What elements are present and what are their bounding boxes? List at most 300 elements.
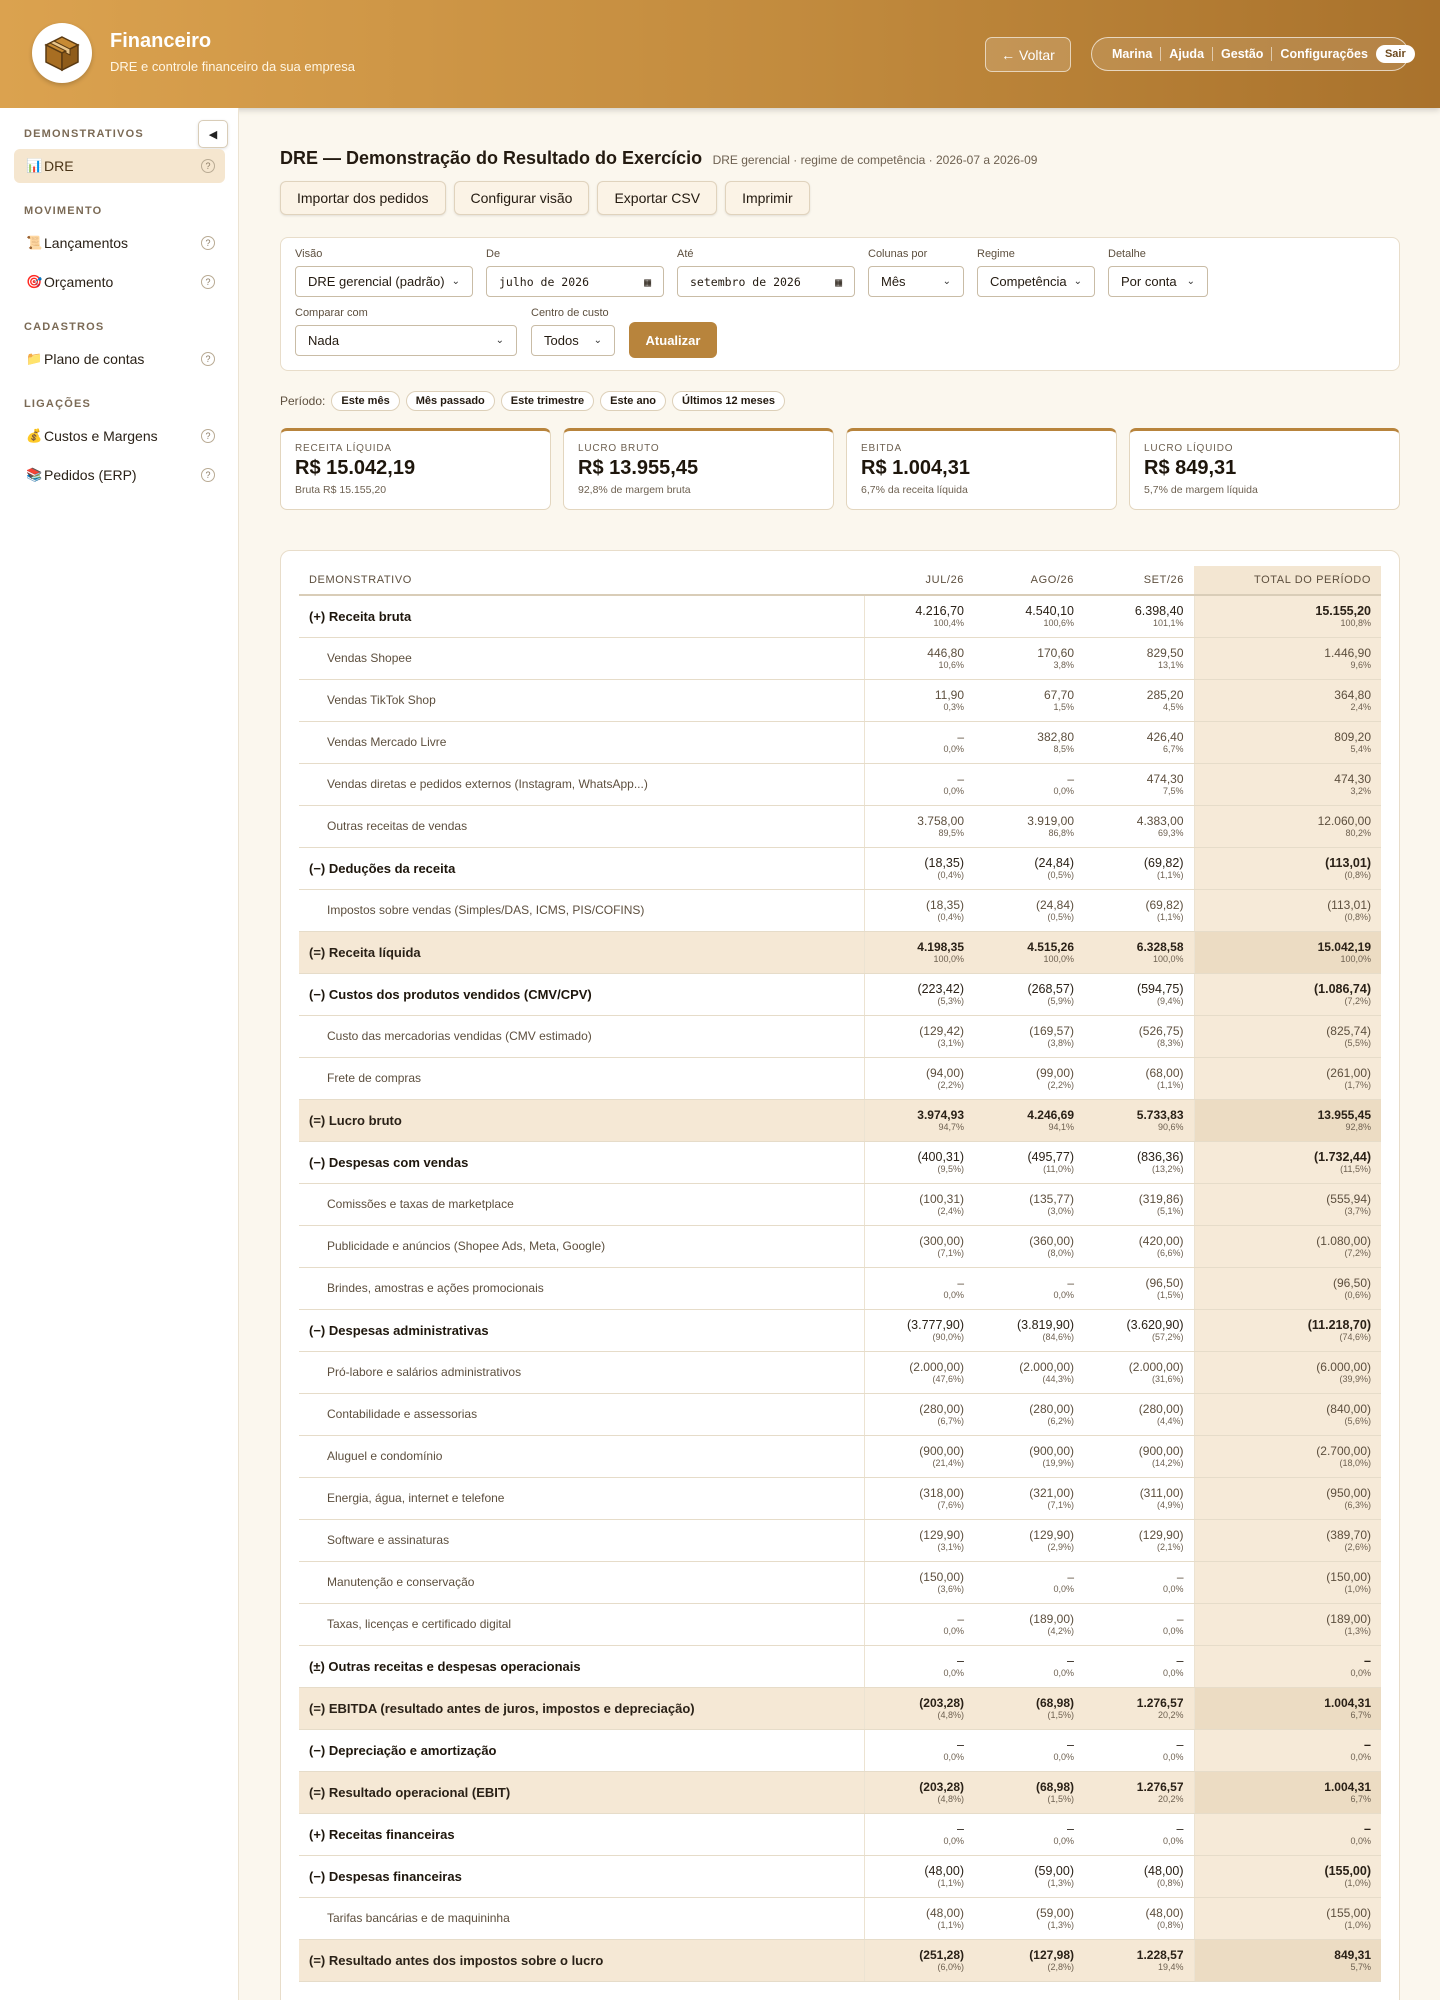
collapse-sidebar-button[interactable] bbox=[198, 120, 228, 148]
app-header bbox=[0, 0, 1440, 108]
row-label: (−) Despesas administrativas bbox=[299, 1309, 864, 1351]
regime-select[interactable] bbox=[977, 266, 1095, 297]
value-cell bbox=[864, 1393, 974, 1435]
row-label: Outras receitas de vendas bbox=[299, 805, 864, 847]
row-label: (±) Outras receitas e despesas operacionais bbox=[299, 1645, 864, 1687]
sidebar-item-custos-margens[interactable] bbox=[14, 419, 225, 453]
cell-percent: (84,6%) bbox=[1042, 1332, 1074, 1342]
cell-percent: (11,0%) bbox=[1043, 1164, 1074, 1174]
cell-percent: 90,6% bbox=[1157, 1122, 1184, 1132]
cell-percent: (3,8%) bbox=[1047, 1038, 1074, 1048]
cell-value: 809,20 bbox=[1334, 730, 1371, 744]
cell-percent: 0,0% bbox=[1053, 1836, 1074, 1846]
cell-percent: (7,6%) bbox=[937, 1500, 964, 1510]
chevron-down-icon: ⌄ bbox=[1073, 276, 1082, 287]
cell-percent: 20,2% bbox=[1157, 1710, 1184, 1720]
cell-value: (400,31) bbox=[917, 1150, 964, 1164]
value-cell bbox=[864, 1435, 974, 1477]
cell-percent: 0,0% bbox=[943, 1626, 964, 1636]
back-button[interactable]: ← Voltar bbox=[985, 37, 1071, 72]
cell-percent: 19,4% bbox=[1157, 1962, 1184, 1972]
cell-value: (360,00) bbox=[1029, 1234, 1074, 1248]
cell-percent: (5,5%) bbox=[1344, 1038, 1371, 1048]
cell-percent: (1,1%) bbox=[937, 1878, 964, 1888]
value-cell bbox=[974, 1099, 1084, 1141]
total-cell bbox=[1194, 1939, 1381, 1981]
cell-value: (203,28) bbox=[919, 1696, 964, 1710]
row-label: (+) Receitas financeiras bbox=[299, 1813, 864, 1855]
cell-value: (169,57) bbox=[1029, 1024, 1074, 1038]
select-value: Competência bbox=[990, 274, 1067, 289]
value-cell bbox=[974, 1225, 1084, 1267]
value-cell bbox=[864, 1057, 974, 1099]
row-label: (−) Depreciação e amortização bbox=[299, 1729, 864, 1771]
visao-select[interactable] bbox=[295, 266, 473, 297]
cell-percent: 101,1% bbox=[1152, 618, 1184, 629]
cell-percent: (6,6%) bbox=[1156, 1248, 1184, 1258]
logout-button[interactable]: Sair bbox=[1376, 45, 1415, 63]
value-cell bbox=[1084, 1141, 1194, 1183]
page-heading bbox=[280, 148, 1037, 169]
cell-value: 5.733,83 bbox=[1136, 1108, 1184, 1122]
cell-percent: 100,4% bbox=[933, 618, 964, 629]
cell-value: (420,00) bbox=[1138, 1234, 1184, 1248]
table-row bbox=[299, 1099, 1381, 1141]
row-label: Vendas Shopee bbox=[299, 637, 864, 679]
cell-value: – bbox=[957, 1822, 964, 1836]
comparar-select[interactable] bbox=[295, 325, 517, 356]
section-demonstrativos: DEMONSTRATIVOS bbox=[24, 128, 144, 140]
table-row bbox=[299, 1183, 1381, 1225]
import-orders-button[interactable]: Importar dos pedidos bbox=[280, 181, 446, 215]
cell-percent: 94,7% bbox=[938, 1122, 964, 1132]
cell-value: (99,00) bbox=[1035, 1066, 1074, 1080]
cell-value: (129,90) bbox=[1138, 1528, 1184, 1542]
filter-regime bbox=[977, 248, 1095, 297]
detalhe-select[interactable] bbox=[1108, 266, 1208, 297]
kpi-ebitda bbox=[846, 428, 1117, 510]
colunas-select[interactable] bbox=[868, 266, 964, 297]
help-icon[interactable]: ? bbox=[201, 236, 215, 250]
row-label: (=) EBITDA (resultado antes de juros, impostos e depreciação) bbox=[299, 1687, 864, 1729]
filter-de bbox=[486, 248, 664, 297]
table-row bbox=[299, 1435, 1381, 1477]
total-cell bbox=[1194, 1393, 1381, 1435]
value-cell bbox=[974, 931, 1084, 973]
total-cell bbox=[1194, 1015, 1381, 1057]
cell-percent: (0,6%) bbox=[1344, 1290, 1371, 1300]
cell-value: – bbox=[1176, 1654, 1184, 1668]
total-cell bbox=[1194, 1267, 1381, 1309]
cell-percent: (3,6%) bbox=[937, 1584, 964, 1594]
row-label: Manutenção e conservação bbox=[299, 1561, 864, 1603]
value-cell bbox=[974, 1771, 1084, 1813]
value-cell bbox=[1084, 973, 1194, 1015]
cell-value: (59,00) bbox=[1034, 1864, 1074, 1878]
cell-value: (251,28) bbox=[919, 1948, 964, 1962]
total-cell bbox=[1194, 1687, 1381, 1729]
total-cell bbox=[1194, 721, 1381, 763]
table-row bbox=[299, 1015, 1381, 1057]
cell-value: – bbox=[1067, 1738, 1074, 1752]
value-cell bbox=[864, 1099, 974, 1141]
kpi-value: R$ 1.004,31 bbox=[861, 457, 970, 479]
cell-percent: 0,0% bbox=[1162, 1752, 1184, 1762]
cell-value: 170,60 bbox=[1037, 646, 1074, 660]
update-button[interactable]: Atualizar bbox=[629, 322, 717, 358]
value-cell bbox=[1084, 1099, 1194, 1141]
cell-value: (150,00) bbox=[919, 1570, 964, 1584]
cell-value: (68,98) bbox=[1035, 1780, 1074, 1794]
cell-value: – bbox=[957, 1654, 964, 1668]
chevron-down-icon: ⌄ bbox=[593, 335, 602, 346]
filter-label: Comparar com bbox=[295, 307, 368, 319]
table-row bbox=[299, 1309, 1381, 1351]
value-cell bbox=[974, 1351, 1084, 1393]
sidebar-item-pedidos-erp[interactable] bbox=[14, 458, 225, 492]
help-icon[interactable]: ? bbox=[201, 429, 215, 443]
chip-este-mes[interactable]: Este mês bbox=[331, 391, 399, 411]
cell-percent: 100,0% bbox=[1152, 954, 1184, 964]
value-cell bbox=[1084, 1939, 1194, 1981]
table-row bbox=[299, 1351, 1381, 1393]
chip-este-ano[interactable]: Este ano bbox=[600, 391, 666, 411]
value-cell bbox=[1084, 1645, 1194, 1687]
cell-percent: 86,8% bbox=[1048, 828, 1074, 838]
cell-value: (18,35) bbox=[925, 898, 964, 912]
value-cell bbox=[974, 889, 1084, 931]
value-cell bbox=[864, 1267, 974, 1309]
cell-value: 426,40 bbox=[1146, 730, 1184, 744]
help-icon[interactable]: ? bbox=[201, 468, 215, 482]
cell-percent: (1,5%) bbox=[1047, 1794, 1074, 1804]
value-cell bbox=[974, 721, 1084, 763]
cell-value: (11.218,70) bbox=[1307, 1318, 1371, 1332]
chevron-down-icon: ⌄ bbox=[451, 276, 460, 287]
cell-percent: 0,0% bbox=[943, 1836, 964, 1846]
cell-value: 6.328,58 bbox=[1136, 940, 1184, 954]
cell-percent: (31,6%) bbox=[1151, 1374, 1184, 1384]
cell-value: (127,98) bbox=[1029, 1948, 1074, 1962]
cell-value: 285,20 bbox=[1146, 688, 1184, 702]
cell-percent: (8,3%) bbox=[1156, 1038, 1184, 1048]
cell-percent: (0,4%) bbox=[937, 870, 964, 880]
total-cell bbox=[1194, 931, 1381, 973]
cell-percent: (0,8%) bbox=[1156, 1878, 1184, 1888]
cell-percent: (4,2%) bbox=[1047, 1626, 1074, 1636]
cell-percent: (6,0%) bbox=[937, 1962, 964, 1972]
value-cell bbox=[974, 1057, 1084, 1099]
cell-percent: (5,1%) bbox=[1156, 1206, 1184, 1216]
value-cell bbox=[974, 1183, 1084, 1225]
value-cell bbox=[974, 1561, 1084, 1603]
table-row bbox=[299, 1771, 1381, 1813]
sidebar-item-dre[interactable] bbox=[14, 149, 225, 183]
table-row bbox=[299, 1267, 1381, 1309]
money-bag-icon: 💰 bbox=[26, 428, 43, 443]
cell-percent: 0,0% bbox=[1350, 1752, 1371, 1762]
cell-percent: 5,4% bbox=[1350, 744, 1371, 754]
cell-value: (48,00) bbox=[1143, 1864, 1184, 1878]
cell-percent: (0,4%) bbox=[937, 912, 964, 922]
cell-value: – bbox=[1176, 1822, 1184, 1836]
value-cell bbox=[864, 1309, 974, 1351]
total-cell bbox=[1194, 1309, 1381, 1351]
nav-management[interactable]: Gestão bbox=[1213, 47, 1272, 61]
cell-percent: 3,2% bbox=[1350, 786, 1371, 796]
value-cell bbox=[864, 973, 974, 1015]
cell-value: (113,01) bbox=[1325, 856, 1371, 870]
page-title: DRE — Demonstração do Resultado do Exercício bbox=[280, 148, 703, 168]
row-label: Contabilidade e assessorias bbox=[299, 1393, 864, 1435]
value-cell bbox=[864, 1771, 974, 1813]
value-cell bbox=[864, 1561, 974, 1603]
value-cell bbox=[864, 889, 974, 931]
action-bar bbox=[280, 181, 810, 215]
calendar-icon: ▦ bbox=[644, 274, 651, 289]
kpi-note: Bruta R$ 15.155,20 bbox=[295, 484, 387, 496]
total-cell bbox=[1194, 1435, 1381, 1477]
cell-value: (3.819,90) bbox=[1017, 1318, 1074, 1332]
value-cell bbox=[1084, 1519, 1194, 1561]
period-label: Período: bbox=[280, 394, 326, 408]
chip-mes-passado[interactable]: Mês passado bbox=[406, 391, 495, 411]
cell-percent: 0,0% bbox=[1053, 1584, 1074, 1594]
cell-value: (68,00) bbox=[1145, 1066, 1184, 1080]
configure-view-button[interactable]: Configurar visão bbox=[454, 181, 590, 215]
row-label: Publicidade e anúncios (Shopee Ads, Meta, Google) bbox=[299, 1225, 864, 1267]
total-cell bbox=[1194, 847, 1381, 889]
filter-label: Colunas por bbox=[868, 248, 928, 260]
value-cell bbox=[974, 1267, 1084, 1309]
cell-percent: (1,0%) bbox=[1344, 1878, 1371, 1888]
cell-value: – bbox=[1364, 1822, 1371, 1836]
total-cell bbox=[1194, 1603, 1381, 1645]
table-row bbox=[299, 1393, 1381, 1435]
cell-value: (526,75) bbox=[1138, 1024, 1184, 1038]
cell-value: 11,90 bbox=[934, 688, 964, 702]
cell-percent: (4,9%) bbox=[1156, 1500, 1184, 1510]
cell-value: (3.620,90) bbox=[1126, 1318, 1184, 1332]
value-cell bbox=[864, 595, 974, 637]
cell-value: (129,42) bbox=[919, 1024, 964, 1038]
table-row bbox=[299, 1939, 1381, 1981]
value-cell bbox=[974, 1309, 1084, 1351]
cell-percent: 100,0% bbox=[933, 954, 964, 964]
cell-value: (318,00) bbox=[919, 1486, 964, 1500]
cell-value: – bbox=[957, 1738, 964, 1752]
de-month-input[interactable] bbox=[486, 266, 664, 297]
value-cell bbox=[974, 1645, 1084, 1687]
value-cell bbox=[974, 1939, 1084, 1981]
cell-percent: (1,1%) bbox=[1156, 870, 1184, 880]
cell-value: – bbox=[957, 772, 964, 786]
kpi-note: 92,8% de margem bruta bbox=[578, 484, 691, 496]
filter-label: Detalhe bbox=[1108, 248, 1146, 260]
cell-percent: 0,0% bbox=[943, 1668, 964, 1678]
total-cell bbox=[1194, 679, 1381, 721]
value-cell bbox=[1084, 889, 1194, 931]
table-body bbox=[299, 595, 1381, 1981]
box-logo-icon bbox=[32, 23, 92, 83]
cell-percent: 20,2% bbox=[1157, 1794, 1184, 1804]
cell-percent: (1,0%) bbox=[1344, 1920, 1371, 1930]
help-icon[interactable]: ? bbox=[201, 159, 215, 173]
cell-value: (96,50) bbox=[1145, 1276, 1184, 1290]
filter-label: De bbox=[486, 248, 501, 260]
cell-value: 12.060,00 bbox=[1317, 814, 1371, 828]
kpi-label: EBITDA bbox=[861, 443, 902, 454]
print-button[interactable]: Imprimir bbox=[725, 181, 810, 215]
cell-percent: 0,0% bbox=[1162, 1836, 1184, 1846]
export-csv-button[interactable]: Exportar CSV bbox=[597, 181, 717, 215]
value-cell bbox=[864, 1225, 974, 1267]
cell-value: (900,00) bbox=[1029, 1444, 1074, 1458]
column-header: DEMONSTRATIVO bbox=[299, 566, 864, 595]
row-label: Vendas diretas e pedidos externos (Instagram, WhatsApp...) bbox=[299, 763, 864, 805]
cell-percent: (1,1%) bbox=[937, 1920, 964, 1930]
cell-value: 3.974,93 bbox=[917, 1108, 964, 1122]
ate-month-input[interactable] bbox=[677, 266, 855, 297]
cell-value: 1.446,90 bbox=[1324, 646, 1371, 660]
value-cell bbox=[1084, 1015, 1194, 1057]
cell-percent: 4,5% bbox=[1162, 702, 1184, 712]
cell-value: 1.228,57 bbox=[1136, 1948, 1184, 1962]
filter-label: Visão bbox=[295, 248, 323, 260]
nav-settings[interactable]: Configurações bbox=[1280, 47, 1368, 61]
kpi-value: R$ 13.955,45 bbox=[578, 457, 699, 479]
cell-value: (261,00) bbox=[1326, 1066, 1371, 1080]
value-cell bbox=[974, 1015, 1084, 1057]
cell-percent: 0,3% bbox=[943, 702, 964, 712]
value-cell bbox=[864, 1939, 974, 1981]
help-icon[interactable]: ? bbox=[201, 275, 215, 289]
column-header: AGO/26 bbox=[974, 566, 1084, 595]
section-cadastros: CADASTROS bbox=[24, 321, 105, 333]
cell-value: (24,84) bbox=[1035, 898, 1074, 912]
value-cell bbox=[1084, 595, 1194, 637]
sidebar-item-label: Pedidos (ERP) bbox=[44, 467, 137, 483]
nav-user[interactable]: Marina bbox=[1104, 47, 1161, 61]
cell-value: (555,94) bbox=[1326, 1192, 1371, 1206]
row-label: (−) Deduções da receita bbox=[299, 847, 864, 889]
value-cell bbox=[974, 1729, 1084, 1771]
sidebar-item-label: Custos e Margens bbox=[44, 428, 158, 444]
cell-percent: (4,8%) bbox=[937, 1710, 964, 1720]
select-value: Mês bbox=[881, 274, 906, 289]
value-cell bbox=[974, 595, 1084, 637]
page-subtitle: DRE gerencial · regime de competência · 2026-07 a 2026-09 bbox=[712, 153, 1038, 167]
value-cell bbox=[974, 1435, 1084, 1477]
value-cell bbox=[1084, 1897, 1194, 1939]
help-icon[interactable]: ? bbox=[201, 352, 215, 366]
cell-value: (94,00) bbox=[925, 1066, 964, 1080]
value-cell bbox=[864, 847, 974, 889]
cell-percent: (7,2%) bbox=[1344, 996, 1371, 1006]
table-row bbox=[299, 1603, 1381, 1645]
cell-percent: 0,0% bbox=[1053, 786, 1074, 796]
cell-value: 3.758,00 bbox=[917, 814, 964, 828]
sidebar-item-label: DRE bbox=[44, 158, 74, 174]
cell-percent: (2,8%) bbox=[1047, 1962, 1074, 1972]
total-cell bbox=[1194, 889, 1381, 931]
chart-icon: 📊 bbox=[26, 158, 43, 173]
cell-value: 382,80 bbox=[1037, 730, 1074, 744]
select-value: Por conta bbox=[1121, 274, 1177, 289]
kpi-lucro-liquido bbox=[1129, 428, 1400, 510]
total-cell bbox=[1194, 1141, 1381, 1183]
calendar-icon: ▦ bbox=[835, 274, 842, 289]
cell-value: (96,50) bbox=[1332, 1276, 1371, 1290]
cell-percent: (1,5%) bbox=[1156, 1290, 1184, 1300]
cell-value: (59,00) bbox=[1035, 1906, 1074, 1920]
value-cell bbox=[1084, 1729, 1194, 1771]
chevron-left-icon: ◀ bbox=[208, 128, 218, 141]
cell-value: (155,00) bbox=[1326, 1906, 1371, 1920]
cell-percent: (0,5%) bbox=[1047, 870, 1074, 880]
cell-value: 6.398,40 bbox=[1134, 604, 1184, 619]
cell-value: (825,74) bbox=[1326, 1024, 1371, 1038]
cell-percent: (1,1%) bbox=[1156, 1080, 1184, 1090]
sidebar-item-plano-de-contas[interactable] bbox=[14, 342, 225, 376]
cell-value: (300,00) bbox=[919, 1234, 964, 1248]
cell-percent: (74,6%) bbox=[1339, 1332, 1371, 1342]
filter-detalhe bbox=[1108, 248, 1208, 297]
cell-percent: 0,0% bbox=[1350, 1836, 1371, 1846]
app-title: Financeiro bbox=[110, 30, 212, 52]
table-row bbox=[299, 1729, 1381, 1771]
cell-percent: 92,8% bbox=[1345, 1122, 1371, 1132]
table-row bbox=[299, 931, 1381, 973]
table-row bbox=[299, 1141, 1381, 1183]
dre-table bbox=[299, 566, 1381, 1982]
value-cell bbox=[1084, 1183, 1194, 1225]
value-cell bbox=[1084, 763, 1194, 805]
kpi-label: RECEITA LÍQUIDA bbox=[295, 443, 392, 454]
value-cell bbox=[974, 1687, 1084, 1729]
cell-percent: (57,2%) bbox=[1151, 1332, 1184, 1342]
table-row bbox=[299, 1855, 1381, 1897]
row-label: Frete de compras bbox=[299, 1057, 864, 1099]
cell-percent: 6,7% bbox=[1350, 1794, 1371, 1804]
chip-este-trimestre[interactable]: Este trimestre bbox=[501, 391, 594, 411]
cell-percent: 100,0% bbox=[1340, 954, 1371, 964]
value-cell bbox=[864, 1855, 974, 1897]
sidebar-item-lancamentos[interactable] bbox=[14, 226, 225, 260]
row-label: (−) Despesas financeiras bbox=[299, 1855, 864, 1897]
cell-value: (24,84) bbox=[1034, 856, 1074, 870]
value-cell bbox=[1084, 1771, 1194, 1813]
row-label: Comissões e taxas de marketplace bbox=[299, 1183, 864, 1225]
chip-ultimos-12-meses[interactable]: Últimos 12 meses bbox=[672, 391, 785, 411]
column-header: SET/26 bbox=[1084, 566, 1194, 595]
value-cell bbox=[1084, 1309, 1194, 1351]
sidebar-item-orcamento[interactable] bbox=[14, 265, 225, 299]
cell-value: (840,00) bbox=[1326, 1402, 1371, 1416]
centro-select[interactable] bbox=[531, 325, 615, 356]
section-movimento: MOVIMENTO bbox=[24, 205, 103, 217]
cell-percent: 0,0% bbox=[1162, 1626, 1184, 1636]
cell-value: (319,86) bbox=[1138, 1192, 1184, 1206]
cell-percent: 8,5% bbox=[1053, 744, 1074, 754]
cell-percent: (14,2%) bbox=[1151, 1458, 1184, 1468]
cell-percent: (21,4%) bbox=[932, 1458, 964, 1468]
cell-value: (594,75) bbox=[1136, 982, 1184, 996]
nav-help[interactable]: Ajuda bbox=[1161, 47, 1213, 61]
cell-value: 1.276,57 bbox=[1136, 1696, 1184, 1710]
table-row bbox=[299, 1897, 1381, 1939]
table-row bbox=[299, 1561, 1381, 1603]
